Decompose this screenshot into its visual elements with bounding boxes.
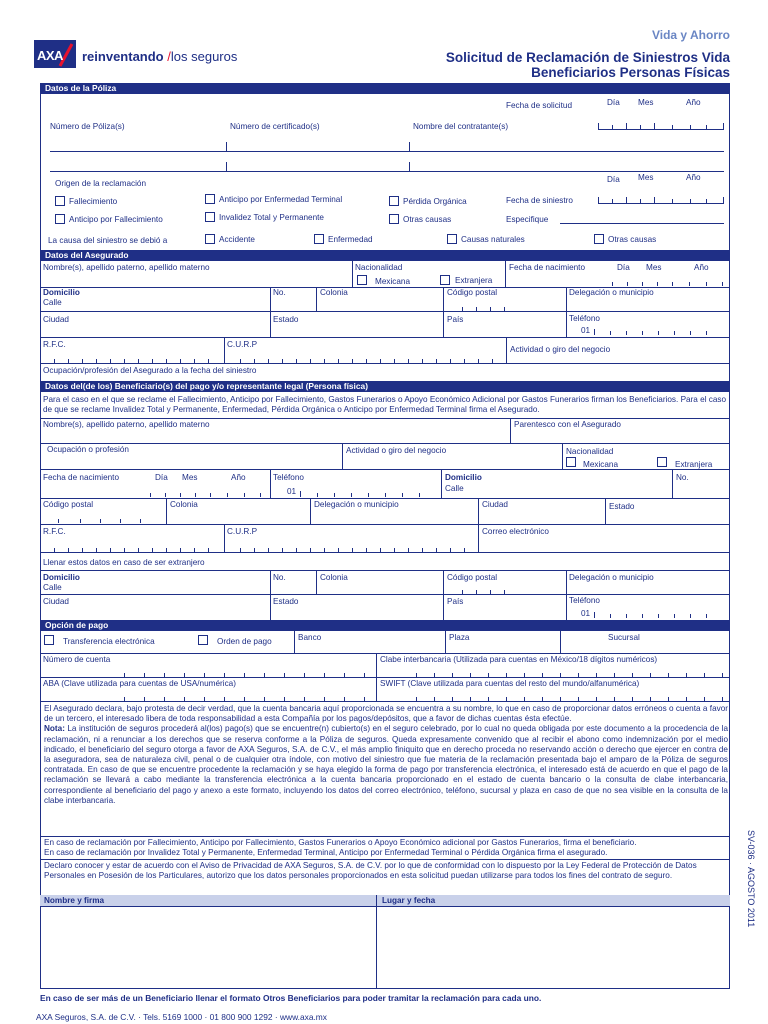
asegurado-telefono-ticks[interactable]: [594, 329, 728, 335]
asegurado-estado-label: Estado: [273, 315, 299, 324]
ext-colonia-label: Colonia: [320, 573, 348, 582]
declaracion-paragraph: El Asegurado declara, bajo protesta de decir verdad, que la cuenta bancaria aquí proporcionada se encuentra a su nombre, lo que en caso de proporcionar datos erróneos o cuenta a favor de un tercero, el interesado libera de toda responsabilidad a esta Compañía por los pagos/depósitos, que a favor de dichas cuentas ésta efectúe. Nota: La institución de seguros procederá al(los) pago(s) que se encuentre(n) cubierto(s) en el seguro celebrado, por lo cual no queda obligada por este documento a la procedencia de la reclamación, ni a renunciar a los derechos que se reserva conforme a la Póliza de seguros. Queda expresamente convenido que al recibir el abono como indemnización por el medio indicado, el beneficiario del seguro otorga a favor de AXA Seguros, S.A. de C.V., el más amplio finiquito que en derecho proceda no reservando acción o derecho que ejercer en contra de la aseguradora, sea de naturaleza civil, penal o de cualquier otra índole, con motivo del siniestro que fue materia de la reclamación presentada bajo el amparo de la Póliza de seguros contratada. En caso de que se encuentre procedente la reclamación y se haya elegido la forma de pago por transferencia electrónica, el interesado está de acuerdo en que el pago de la reclamación se llevará a cabo mediante la transferencia electrónica a la cuenta bancaria proporcionado en el estado de cuenta bancario o la consulta de clabe interbancaria, correspondiente al beneficiario del pago y anexo a este formato, incluyendo los datos del correo electrónico, teléfono, sucursal y plaza en caso de que no sea visible en la consulta de la clabe interbancaria.: [44, 704, 728, 805]
enfermedad-label: Enfermedad: [328, 235, 373, 244]
naturales-checkbox[interactable]: [447, 234, 457, 244]
asegurado-rfc-label: R.F.C.: [43, 340, 66, 349]
accidente-label: Accidente: [219, 235, 255, 244]
beneficiario-extranjera-label: Extranjera: [675, 460, 713, 469]
beneficiario-cp-ticks[interactable]: [44, 517, 164, 523]
perdida-label: Pérdida Orgánica: [403, 197, 467, 206]
anio-label-4: Año: [231, 473, 246, 482]
asegurado-no-label: No.: [273, 288, 286, 297]
slogan: reinventando /los seguros: [82, 49, 238, 64]
anticipo-terminal-checkbox[interactable]: [205, 194, 215, 204]
mes-label-3: Mes: [646, 263, 662, 272]
numero-cuenta-label: Número de cuenta: [43, 655, 111, 664]
perdida-checkbox[interactable]: [389, 196, 399, 206]
dia-label-2: Día: [607, 175, 620, 184]
asegurado-ciudad-label: Ciudad: [43, 315, 69, 324]
mes-label-2: Mes: [638, 173, 654, 182]
axa-logo: AXA: [34, 40, 76, 68]
dia-label: Día: [607, 98, 620, 107]
beneficiario-rfc-label: R.F.C.: [43, 527, 66, 536]
fallecimiento-checkbox[interactable]: [55, 196, 65, 206]
banco-label: Banco: [298, 633, 322, 642]
asegurado-extranjera-checkbox[interactable]: [440, 275, 450, 285]
asegurado-colonia-label: Colonia: [320, 288, 348, 297]
otras-checkbox[interactable]: [594, 234, 604, 244]
company-footer: AXA Seguros, S.A. de C.V. · Tels. 5169 1000 · 01 800 900 1292 · www.axa.mx: [36, 1012, 327, 1022]
beneficiario-domicilio-label: Domicilio: [445, 473, 482, 482]
beneficiario-correo-label: Correo electrónico: [482, 527, 549, 536]
asegurado-fecha-nac-label: Fecha de nacimiento: [509, 263, 586, 272]
beneficiario-delegacion-label: Delegación o municipio: [314, 500, 399, 509]
invalidez-checkbox[interactable]: [205, 212, 215, 222]
especifique-label: Especifique: [506, 215, 549, 224]
asegurado-pais-label: País: [447, 315, 464, 324]
asegurado-nacionalidad-label: Nacionalidad: [355, 263, 403, 272]
beneficiario-lada: 01: [287, 487, 297, 496]
asegurado-mexicana-label: Mexicana: [375, 277, 411, 286]
enfermedad-checkbox[interactable]: [314, 234, 324, 244]
section-poliza-bar: Datos de la Póliza: [40, 83, 730, 94]
firma-instrucciones: En caso de reclamación por Fallecimiento, Anticipo por Fallecimiento, Gastos Funerarios o Apoyo Económico adicional por Gastos Funerarios, firma el beneficiario. En caso de reclamación por Invalidez Total y Permanente, Enfermedad Terminal, Anticipo por Enfermedad Terminal o Pérdida Orgánica firma el asegurado.: [44, 838, 637, 858]
ext-estado-label: Estado: [273, 597, 299, 606]
beneficiario-telefono-label: Teléfono: [273, 473, 304, 482]
transferencia-label: Transferencia electrónica: [63, 637, 155, 646]
accidente-checkbox[interactable]: [205, 234, 215, 244]
beneficiario-parentesco-label: Parentesco con el Asegurado: [514, 420, 621, 429]
asegurado-nombre-label: Nombre(s), apellido paterno, apellido materno: [43, 263, 210, 272]
otras-causas-checkbox[interactable]: [389, 214, 399, 224]
beneficiario-telefono-ticks[interactable]: [300, 491, 440, 497]
especifique-field[interactable]: [560, 223, 724, 224]
causa-label: La causa del siniestro se debió a: [48, 236, 168, 245]
ext-ciudad-label: Ciudad: [43, 597, 69, 606]
plaza-label: Plaza: [449, 633, 470, 642]
asegurado-ocupacion-label: Ocupación/profesión del Asegurado a la fecha del siniestro: [43, 366, 257, 375]
anticipo-fallecimiento-label: Anticipo por Fallecimiento: [69, 215, 163, 224]
section-pago-bar: Opción de pago: [40, 620, 730, 631]
footer-note: En caso de ser más de un Beneficiario llenar el formato Otros Beneficiarios para poder tramitar la reclamación para cada uno.: [40, 993, 542, 1003]
form-code: SV-036 · AGOSTO 2011: [746, 830, 756, 928]
asegurado-calle-label: Calle: [43, 298, 62, 307]
beneficiario-mexicana-checkbox[interactable]: [566, 457, 576, 467]
fecha-siniestro-label: Fecha de siniestro: [506, 196, 573, 205]
ext-no-label: No.: [273, 573, 286, 582]
fallecimiento-label: Fallecimiento: [69, 197, 118, 206]
asegurado-fecha-nac-ticks[interactable]: [612, 280, 727, 286]
nombre-contratante-label: Nombre del contratante(s): [413, 122, 509, 131]
beneficiario-mexicana-label: Mexicana: [583, 460, 619, 469]
anio-label-2: Año: [686, 173, 701, 182]
nombre-firma-label: Nombre y firma: [44, 896, 105, 905]
lugar-fecha-label: Lugar y fecha: [382, 896, 436, 905]
ext-delegacion-label: Delegación o municipio: [569, 573, 654, 582]
anticipo-fallecimiento-checkbox[interactable]: [55, 214, 65, 224]
asegurado-mexicana-checkbox[interactable]: [357, 275, 367, 285]
beneficiario-fecha-nac-ticks[interactable]: [150, 491, 270, 497]
mes-label-4: Mes: [182, 473, 198, 482]
nombre-firma-field[interactable]: [41, 907, 375, 988]
swift-label: SWIFT (Clave utilizada para cuentas del resto del mundo/alfanumérica): [380, 679, 640, 688]
sucursal-label: Sucursal: [608, 633, 640, 642]
beneficiario-colonia-label: Colonia: [170, 500, 198, 509]
beneficiario-ciudad-label: Ciudad: [482, 500, 508, 509]
ext-pais-label: País: [447, 597, 464, 606]
beneficiario-calle-label: Calle: [445, 484, 464, 493]
aba-label: ABA (Clave utilizada para cuentas de USA/numérica): [43, 679, 236, 688]
clabe-label: Clabe interbancaria (Utilizada para cuentas en México/18 dígitos numéricos): [380, 655, 658, 664]
asegurado-actividad-label: Actividad o giro del negocio: [510, 345, 611, 354]
asegurado-curp-label: C.U.R.P: [227, 340, 258, 349]
header-kicker: Vida y Ahorro: [651, 28, 730, 42]
page-subtitle: Beneficiarios Personas Físicas: [531, 65, 730, 80]
asegurado-telefono-label: Teléfono: [569, 314, 600, 323]
origen-label: Origen de la reclamación: [55, 179, 147, 188]
aviso-privacidad: Declaro conocer y estar de acuerdo con el Aviso de Privacidad de AXA Seguros, S.A. de C.V. por lo que de conformidad con lo dispuesto por la Ley Federal de Protección de Datos Personales en Posesión de los Particulares, autorizo que los datos personales proporcionados en esta solicitud puedan utilizarse para todos los fines del contrato de seguro.: [44, 861, 697, 881]
beneficiario-cp-label: Código postal: [43, 500, 94, 509]
orden-pago-checkbox[interactable]: [198, 635, 208, 645]
beneficiario-ocupacion-label: Ocupación o profesión: [47, 445, 129, 454]
ext-lada: 01: [581, 609, 591, 618]
beneficiario-extranjera-checkbox[interactable]: [657, 457, 667, 467]
asegurado-lada: 01: [581, 326, 591, 335]
lugar-fecha-field[interactable]: [377, 907, 729, 988]
page-title: Solicitud de Reclamación de Siniestros Vida: [445, 50, 730, 65]
transferencia-checkbox[interactable]: [44, 635, 54, 645]
ext-domicilio-label: Domicilio: [43, 573, 80, 582]
anticipo-terminal-label: Anticipo por Enfermedad Terminal: [219, 195, 343, 204]
beneficiario-nombre-label: Nombre(s), apellido paterno, apellido materno: [43, 420, 210, 429]
fecha-solicitud-ticks[interactable]: [598, 124, 724, 130]
fecha-siniestro-ticks[interactable]: [598, 198, 724, 204]
orden-pago-label: Orden de pago: [217, 637, 272, 646]
beneficiario-fecha-nac-label: Fecha de nacimiento: [43, 473, 120, 482]
numero-certificado-label: Número de certificado(s): [230, 122, 320, 131]
beneficiario-nacionalidad-label: Nacionalidad: [566, 447, 614, 456]
invalidez-label: Invalidez Total y Permanente: [219, 213, 324, 222]
ext-telefono-ticks[interactable]: [594, 612, 728, 618]
beneficiario-no-label: No.: [676, 473, 689, 482]
dia-label-3: Día: [617, 263, 630, 272]
extranjero-note: Llenar estos datos en caso de ser extranjero: [43, 558, 205, 567]
ext-telefono-label: Teléfono: [569, 596, 600, 605]
dia-label-4: Día: [155, 473, 168, 482]
anio-label: Año: [686, 98, 701, 107]
asegurado-cp-label: Código postal: [447, 288, 498, 297]
asegurado-delegacion-label: Delegación o municipio: [569, 288, 654, 297]
asegurado-domicilio-label: Domicilio: [43, 288, 80, 297]
section-beneficiario-bar: Datos del(de los) Beneficiario(s) del pago y/o representante legal (Persona física): [40, 381, 730, 392]
poliza-input-line[interactable]: [50, 151, 724, 152]
anio-label-3: Año: [694, 263, 709, 272]
ext-cp-label: Código postal: [447, 573, 498, 582]
numero-poliza-label: Número de Póliza(s): [50, 122, 125, 131]
beneficiario-curp-label: C.U.R.P: [227, 527, 258, 536]
beneficiario-actividad-label: Actividad o giro del negocio: [346, 446, 447, 455]
fecha-solicitud-label: Fecha de solicitud: [506, 101, 572, 110]
ext-calle-label: Calle: [43, 583, 62, 592]
asegurado-extranjera-label: Extranjera: [455, 276, 493, 285]
section-asegurado-bar: Datos del Asegurado: [40, 250, 730, 261]
beneficiario-intro: Para el caso en el que se reclame el Fallecimiento, Anticipo por Fallecimiento, Gastos Funerarios o Apoyo Económico Adicional por Gastos Funerarios firman los Beneficiarios. Para el caso de que se reclame Invalidez Total y Permanente, Enfermedad, Pérdida Orgánica o Anticipo por Enfermedad Terminal firma el Asegurado.: [43, 395, 727, 415]
otras-causas-label: Otras causas: [403, 215, 452, 224]
naturales-label: Causas naturales: [461, 235, 525, 244]
mes-label: Mes: [638, 98, 654, 107]
beneficiario-estado-label: Estado: [609, 502, 635, 511]
otras-label: Otras causas: [608, 235, 657, 244]
